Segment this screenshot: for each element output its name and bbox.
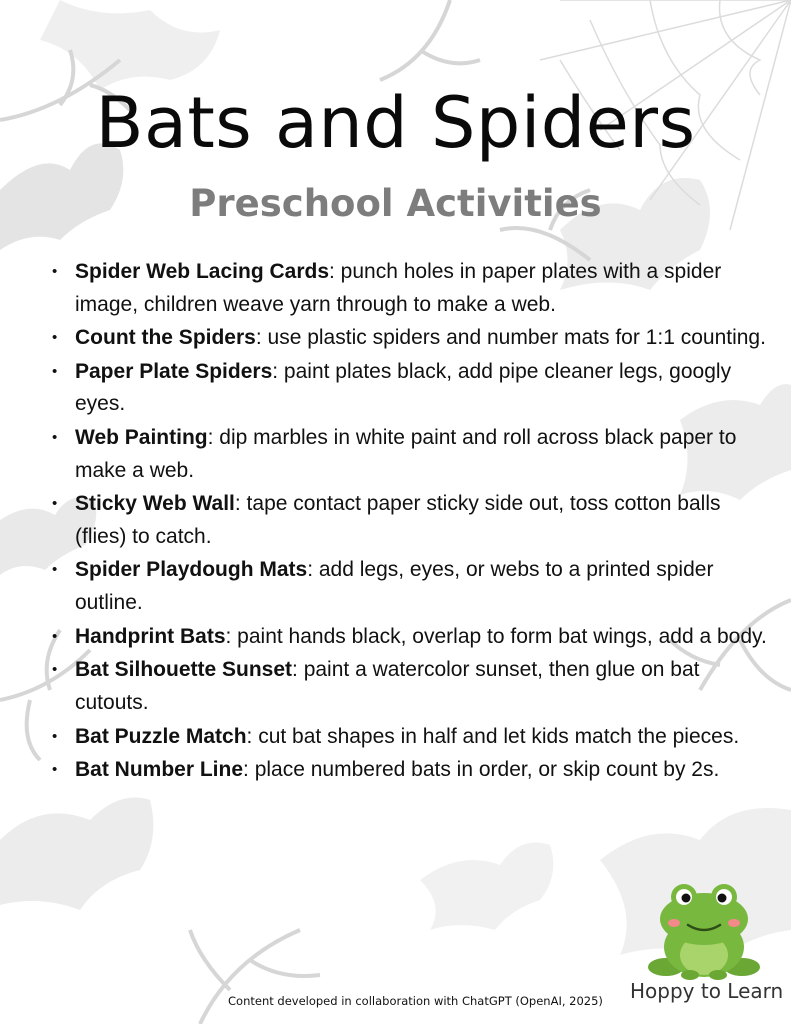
activity-description: : add legs, eyes, or webs to a printed spider outline. xyxy=(75,558,714,614)
activity-description: : paint hands black, overlap to form bat wings, add a body. xyxy=(225,624,767,648)
activity-description: : paint a watercolor sunset, then glue on bat cutouts. xyxy=(75,658,700,714)
credit-text: Content developed in collaboration with ChatGPT (OpenAI, 2025) xyxy=(228,994,603,1008)
bullet-icon: • xyxy=(52,362,58,380)
bullet-icon: • xyxy=(52,727,58,745)
list-item xyxy=(52,256,767,321)
bullet-icon: • xyxy=(52,495,58,513)
activity-term: Paper Plate Spiders xyxy=(75,359,273,383)
list-item xyxy=(52,322,767,355)
bullet-icon: • xyxy=(52,561,58,579)
bullet-icon: • xyxy=(52,627,58,645)
activity-description: : place numbered bats in order, or skip count by 2s. xyxy=(243,758,720,782)
list-item xyxy=(52,654,767,719)
list-item xyxy=(52,356,767,421)
activity-description: : tape contact paper sticky side out, toss cotton balls (flies) to catch. xyxy=(75,492,721,548)
bullet-icon: • xyxy=(52,761,58,779)
bat-icon xyxy=(420,843,553,931)
list-item xyxy=(52,754,767,787)
activity-list xyxy=(52,256,767,788)
activity-term: Spider Playdough Mats xyxy=(75,558,308,582)
activity-term: Spider Web Lacing Cards xyxy=(75,260,329,283)
activity-term: Handprint Bats xyxy=(75,624,226,648)
activity-description: : punch holes in paper plates with a spider image, children weave yarn through to make a web. xyxy=(75,260,722,316)
activity-description: : cut bat shapes in half and let kids match the pieces. xyxy=(246,724,740,748)
page-subtitle: Preschool Activities xyxy=(189,182,602,225)
activity-term: Bat Silhouette Sunset xyxy=(75,658,293,682)
activity-term: Bat Puzzle Match xyxy=(75,724,247,748)
list-item xyxy=(52,721,767,754)
bullet-icon: • xyxy=(52,661,58,679)
activity-term: Sticky Web Wall xyxy=(75,492,235,516)
bullet-icon: • xyxy=(52,329,58,347)
list-item xyxy=(52,554,767,619)
list-item xyxy=(52,488,767,553)
bullet-icon: • xyxy=(52,429,58,447)
bat-icon xyxy=(40,0,220,90)
activity-description: : dip marbles in white paint and roll across black paper to make a web. xyxy=(75,426,737,482)
bullet-icon: • xyxy=(52,263,58,280)
bat-icon xyxy=(0,798,153,911)
list-item xyxy=(52,422,767,487)
frog-icon xyxy=(644,883,764,983)
brand-name: Hoppy to Learn xyxy=(630,979,784,1003)
activity-term: Web Painting xyxy=(75,426,208,450)
list-item xyxy=(52,621,767,654)
activity-term: Bat Number Line xyxy=(75,758,244,782)
activity-description: : use plastic spiders and number mats for 1:1 counting. xyxy=(255,326,766,350)
activity-description: : paint plates black, add pipe cleaner legs, googly eyes. xyxy=(75,359,732,416)
page-title: Bats and Spiders xyxy=(95,82,696,164)
activity-term: Count the Spiders xyxy=(75,326,256,350)
